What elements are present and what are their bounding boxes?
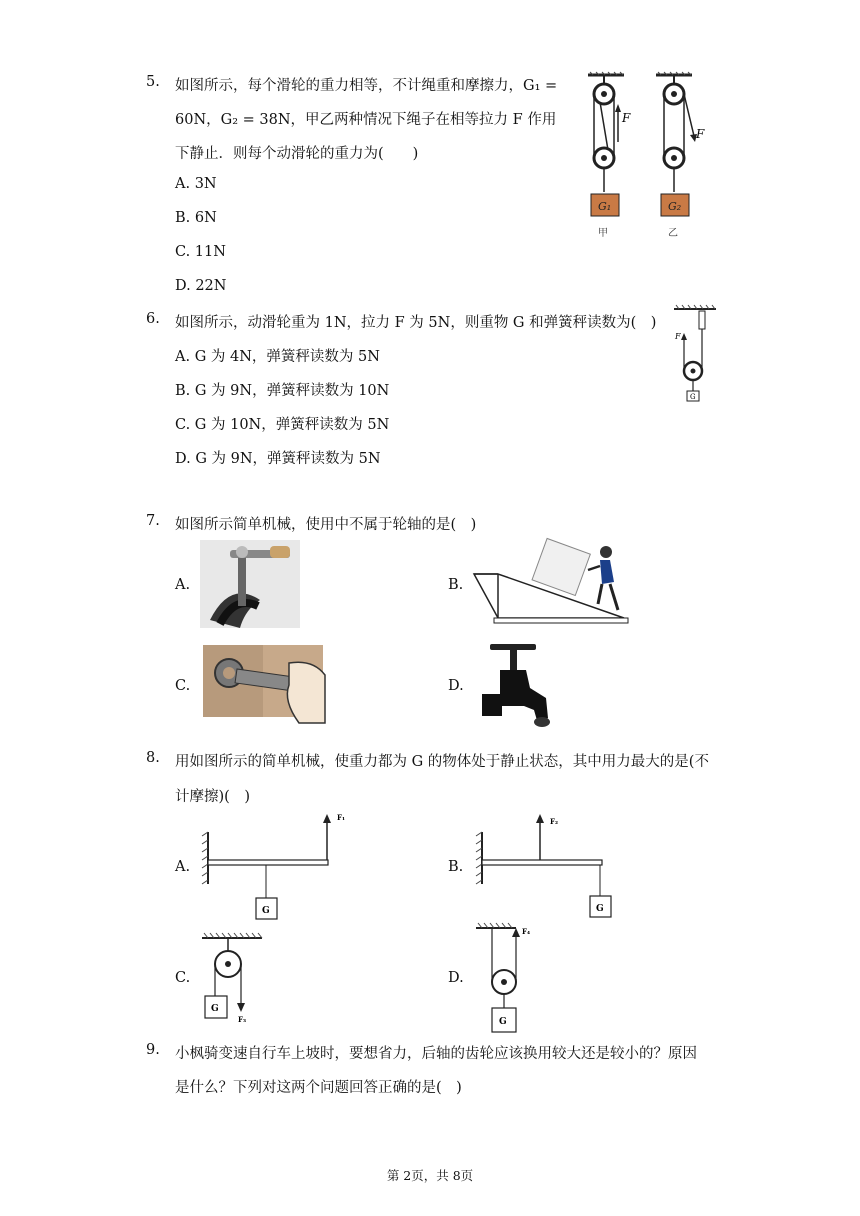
faucet-image xyxy=(476,636,556,728)
figure-6-label-g: G xyxy=(690,393,696,401)
question-7-line-1: 如图所示简单机械，使用中不属于轮轴的是( ) xyxy=(175,517,477,533)
question-5-option-a[interactable]: A. 3N xyxy=(175,176,217,192)
question-8-line-2: 计摩擦)( ) xyxy=(175,789,250,805)
inclined-plane-image xyxy=(474,538,632,626)
figure-5-label-f2: F xyxy=(696,127,705,141)
question-6-option-d[interactable]: D. G 为 9N，弹簧秤读数为 5N xyxy=(175,451,381,467)
figure-5-label-g2: G₂ xyxy=(668,200,682,213)
lever-f2-figure xyxy=(474,812,624,924)
pulley-f3-label: F₃ xyxy=(238,1015,247,1024)
question-5-option-c[interactable]: C. 11N xyxy=(175,244,226,260)
figure-5-label-yi: 乙 xyxy=(668,228,678,239)
question-5-number: 5. xyxy=(146,74,160,90)
question-9-line-2: 是什么？下列对这两个问题回答正确的是( ) xyxy=(175,1080,462,1096)
figure-5-label-f1: F xyxy=(622,111,631,125)
wrench-image xyxy=(203,645,328,723)
question-6-number: 6. xyxy=(146,311,160,327)
question-5-option-b[interactable]: B. 6N xyxy=(175,210,217,226)
fixed-pulley-f3-figure xyxy=(200,930,270,1024)
figure-6-label-f: F xyxy=(675,332,681,341)
question-5-option-d[interactable]: D. 22N xyxy=(175,278,227,294)
question-7-option-a[interactable]: A. xyxy=(175,577,191,593)
question-7-number: 7. xyxy=(146,513,160,529)
question-5-line-3: 下静止．则每个动滑轮的重力为( ) xyxy=(175,146,419,162)
question-5-line-2: 60N，G₂ = 38N，甲乙两种情况下绳子在相等拉力 F 作用 xyxy=(175,112,557,128)
question-8-line-1: 用如图所示的简单机械，使重力都为 G 的物体处于静止状态，其中用力最大的是(不 xyxy=(175,754,709,770)
lever-f1-figure xyxy=(200,812,360,924)
question-8-option-b[interactable]: B. xyxy=(448,859,464,875)
figure-5-label-jia: 甲 xyxy=(598,228,608,239)
movable-pulley-f4-figure xyxy=(472,922,542,1034)
question-5-figure xyxy=(580,72,720,242)
pulley-f4-label: F₄ xyxy=(522,927,531,936)
lever-f2-label: F₂ xyxy=(550,817,559,826)
question-8-number: 8. xyxy=(146,750,160,766)
question-6-option-c[interactable]: C. G 为 10N，弹簧秤读数为 5N xyxy=(175,417,390,433)
question-9-number: 9. xyxy=(146,1042,160,1058)
question-8-option-a[interactable]: A. xyxy=(175,859,191,875)
lever-f1-label: F₁ xyxy=(337,813,346,822)
figure-5-label-g1: G₁ xyxy=(598,200,612,213)
pulley-f3-weight-label: G xyxy=(211,1004,219,1014)
question-7-option-b[interactable]: B. xyxy=(448,577,464,593)
question-6-option-a[interactable]: A. G 为 4N，弹簧秤读数为 5N xyxy=(175,349,380,365)
question-7-option-d[interactable]: D. xyxy=(448,678,464,694)
page-footer: 第 2页，共 8页 xyxy=(386,1168,474,1183)
question-5-line-1: 如图所示，每个滑轮的重力相等，不计绳重和摩擦力，G₁ = xyxy=(175,78,558,94)
question-6-figure xyxy=(670,305,720,410)
lever-f2-weight-label: G xyxy=(596,904,604,914)
bicycle-handlebar-image xyxy=(200,540,300,628)
question-8-option-d[interactable]: D. xyxy=(448,970,464,986)
question-6-option-b[interactable]: B. G 为 9N，弹簧秤读数为 10N xyxy=(175,383,390,399)
question-9-line-1: 小枫骑变速自行车上坡时，要想省力，后轴的齿轮应该换用较大还是较小的？原因 xyxy=(175,1046,697,1062)
lever-f1-weight-label: G xyxy=(262,906,270,916)
pulley-f4-weight-label: G xyxy=(499,1017,507,1027)
question-6-line-1: 如图所示，动滑轮重为 1N，拉力 F 为 5N，则重物 G 和弹簧秤读数为( ) xyxy=(175,315,657,331)
question-7-option-c[interactable]: C. xyxy=(175,678,191,694)
question-8-option-c[interactable]: C. xyxy=(175,970,191,986)
